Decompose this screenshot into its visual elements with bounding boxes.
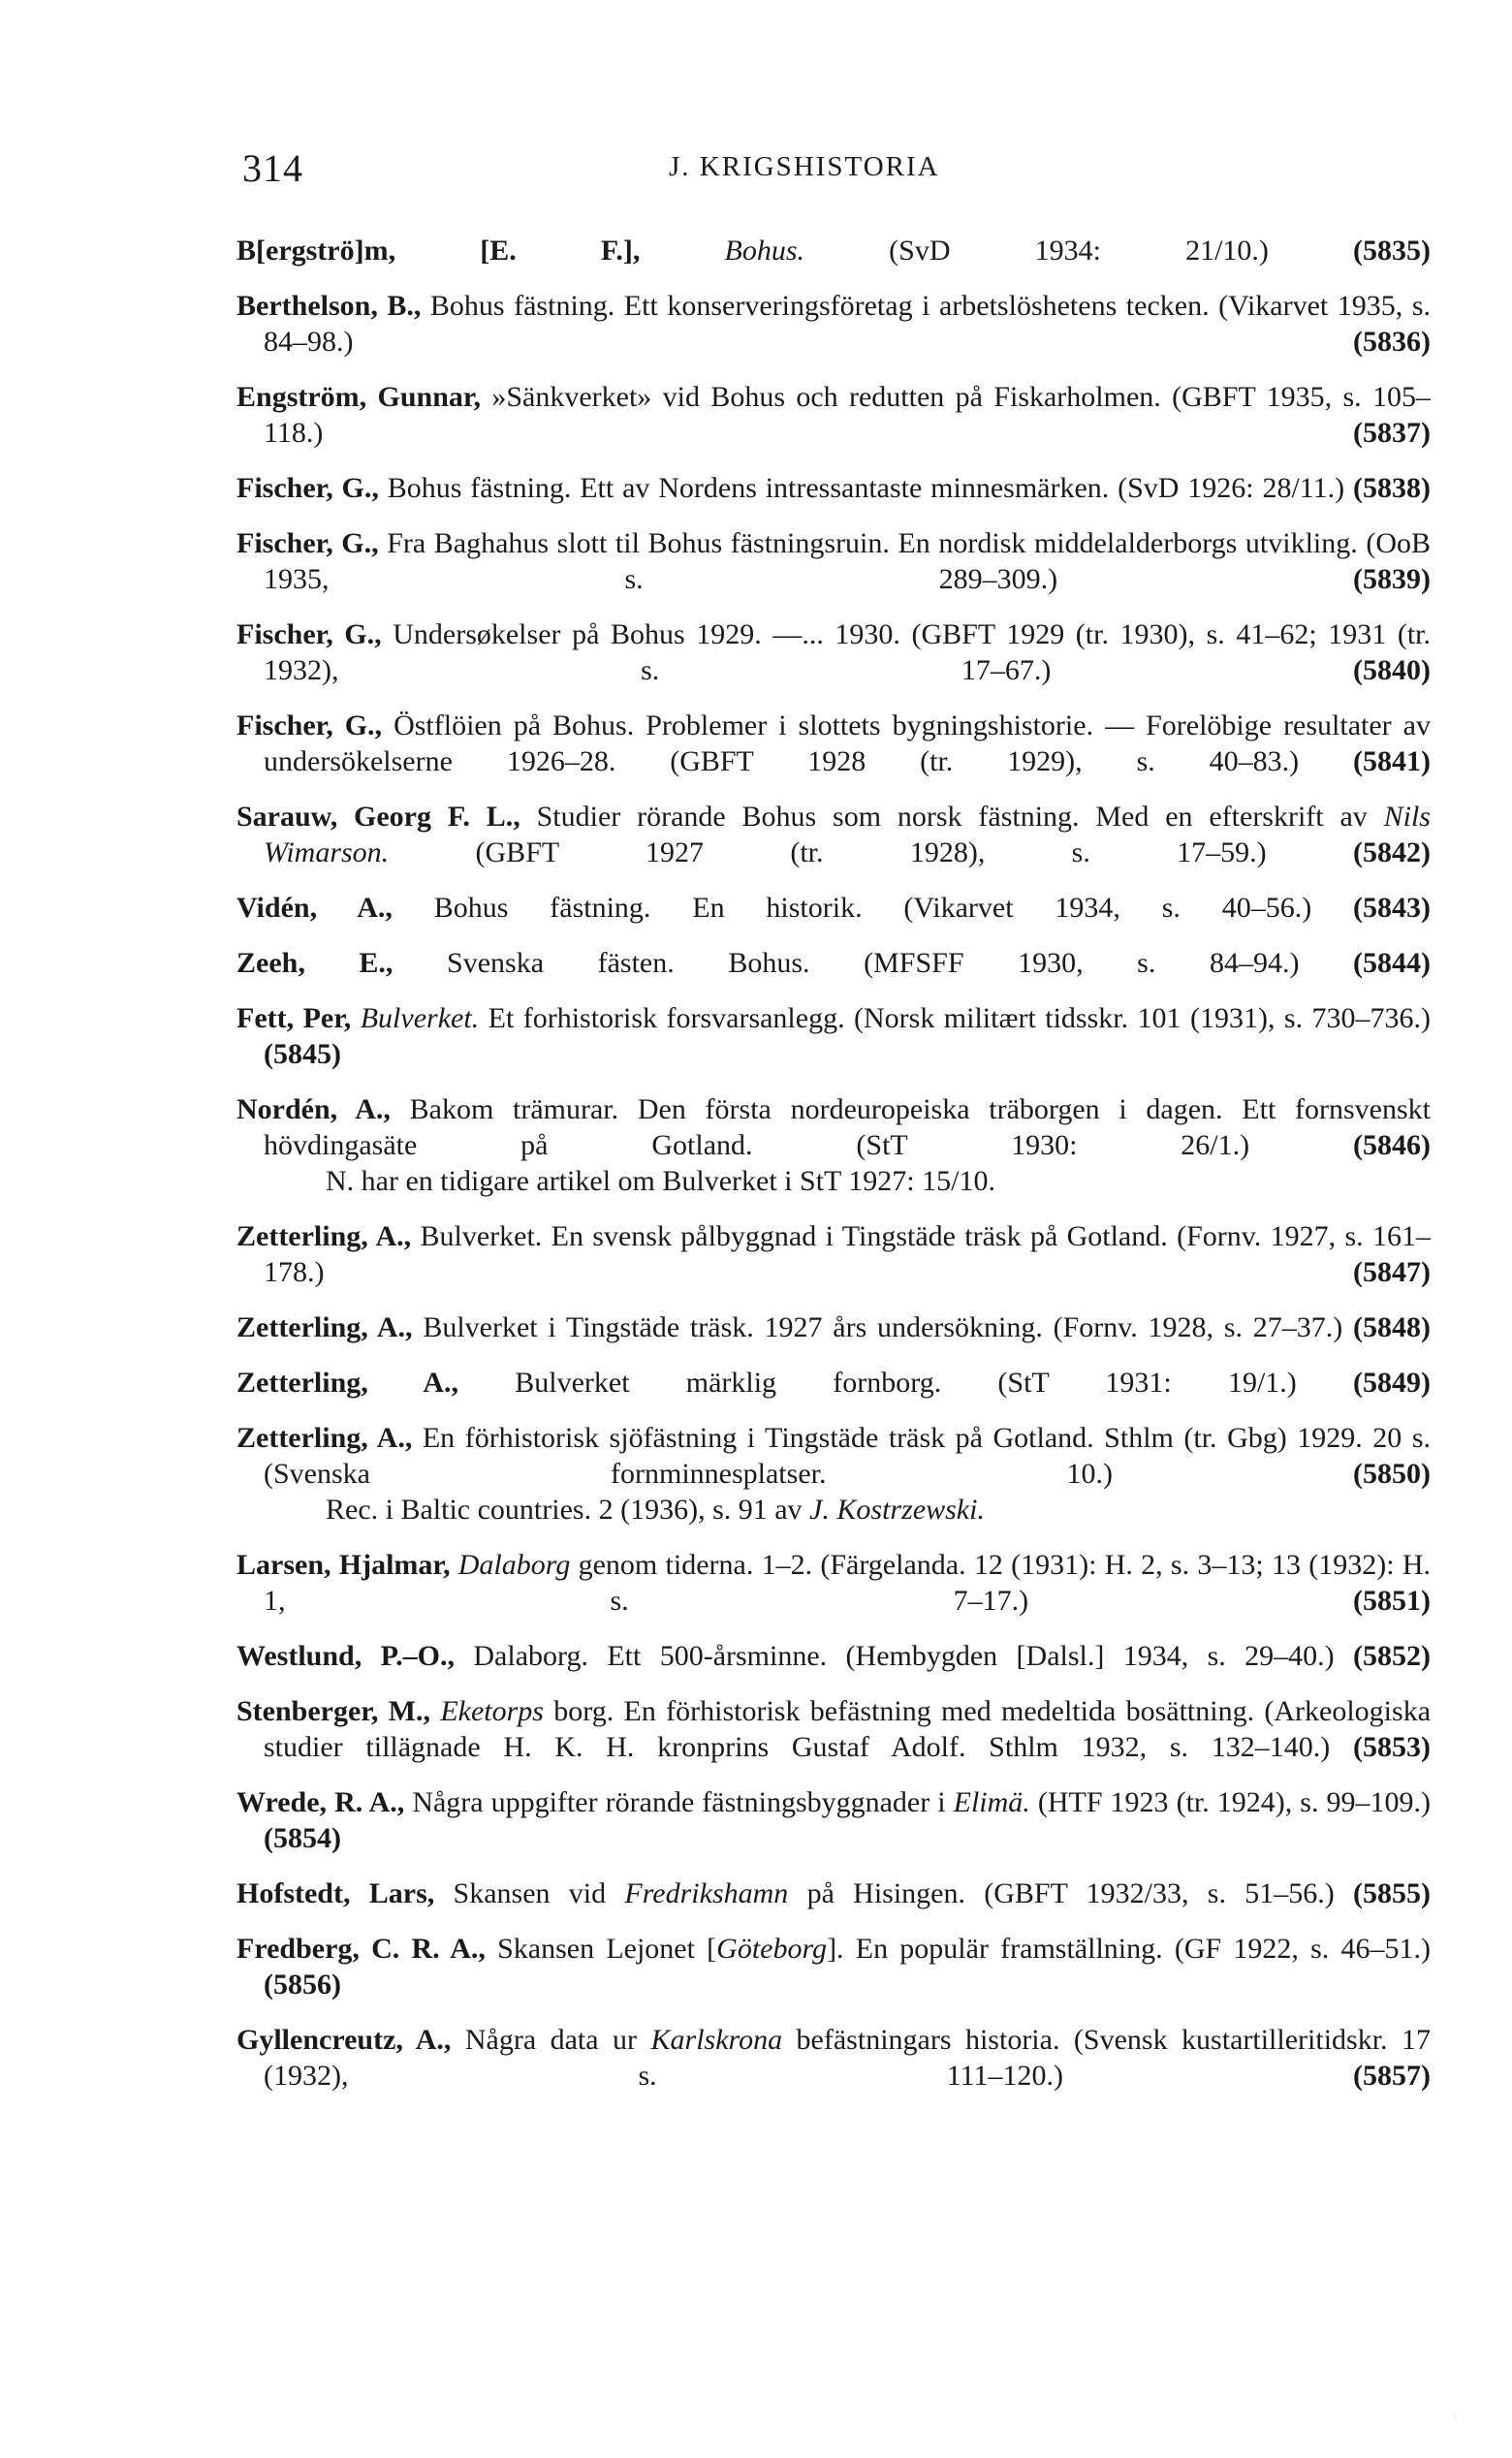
entry-text: En förhistorisk sjöfästning i Tingstäde träsk på Gotland. Sthlm (tr. Gbg) 1929. 20 s. (Svenska fornminnesplatser. 10.) <box>264 1422 1431 1490</box>
entry-author: Fischer, G., <box>236 618 382 650</box>
entry-number: (5855) <box>1353 1877 1431 1909</box>
entry-number: (5836) <box>1353 326 1431 358</box>
entry-author: Stenberger, M., <box>236 1695 430 1727</box>
bibliography-entry <box>236 1000 1431 1072</box>
bibliography-entry <box>236 890 1431 926</box>
entry-text: Studier rörande Bohus som norsk fästning. Med en efterskrift av <box>520 801 1384 833</box>
bibliography-entry <box>236 1875 1431 1911</box>
entry-text <box>430 1695 440 1727</box>
entry-number: (5847) <box>1353 1256 1431 1288</box>
entry-text-cont: (GBFT 1927 (tr. 1928), s. 17–59.) <box>389 836 1267 868</box>
bibliography-entry <box>236 1693 1431 1765</box>
entry-author: Fredberg, C. R. A., <box>236 1933 486 1965</box>
entry-author: Fischer, G., <box>236 527 379 559</box>
bibliography-entry <box>236 708 1431 779</box>
page-header <box>242 145 1425 204</box>
entry-text: »Sänkverket» vid Bohus och redutten på Fiskarholmen. (GBFT 1935, s. 105–118.) <box>264 381 1431 449</box>
entry-text-cont: (SvD 1934: 21/10.) <box>804 235 1269 267</box>
entry-number: (5854) <box>264 1822 341 1854</box>
entry-number: (5849) <box>1353 1367 1431 1399</box>
entry-text: Några data ur <box>451 2024 651 2056</box>
entry-text: Undersøkelser på Bohus 1929. —... 1930. (GBFT 1929 (tr. 1930), s. 41–62; 1931 (tr. 1932), s. 17–67.) <box>264 618 1432 686</box>
entry-author: Westlund, P.–O., <box>236 1640 455 1672</box>
entry-text: Bohus fästning. En historik. (Vikarvet 1934, s. 40–56.) <box>392 892 1312 924</box>
bibliography-entry <box>236 1091 1431 1199</box>
entry-text-cont: befästningars historia. (Svensk kustartilleritidskr. 17 (1932), s. 111–120.) <box>264 2024 1432 2092</box>
entry-number: (5851) <box>1353 1585 1431 1617</box>
bibliography-entry <box>236 1218 1431 1290</box>
entry-text <box>351 1002 360 1034</box>
entry-number: (5840) <box>1353 654 1432 686</box>
entry-number: (5841) <box>1353 745 1432 777</box>
bibliography-entry <box>236 379 1431 451</box>
entry-note <box>264 1163 1431 1199</box>
entry-italic-title: Bulverket. <box>360 1002 480 1034</box>
entry-italic-title: Bohus. <box>724 235 805 267</box>
entry-number: (5852) <box>1353 1640 1432 1672</box>
entry-text: Bakom trämurar. Den första nordeuropeiska träborgen i dagen. Ett fornsvenskt hövdingasäte på Gotland. (StT 1930: 26/1.) <box>264 1093 1431 1161</box>
entry-text-cont: ]. En populär framställning. (GF 1922, s. 46–51.) <box>827 1933 1431 1965</box>
entry-text: Bulverket märklig fornborg. (StT 1931: 19/1.) <box>458 1367 1297 1399</box>
bibliography-entry <box>236 799 1431 870</box>
entry-text-cont: borg. En förhistorisk befästning med medeltida bosättning. (Arkeologiska studier tillägnade H. K. H. kronprins Gustaf Adolf. Sthlm 1932, s. 132–140.) <box>264 1695 1432 1763</box>
entry-author: Berthelson, B., <box>236 290 422 322</box>
entry-note-text: N. har en tidigare artikel om Bulverket i StT 1927: 15/10. <box>326 1165 995 1197</box>
entry-author: Nordén, A., <box>236 1093 391 1125</box>
entry-text: Östflöien på Bohus. Problemer i slottets bygningshistorie. — Forelöbige resultater av undersökelserne 1926–28. (GBFT 1928 (tr. 1929), s. 40–83.) <box>264 709 1431 777</box>
bibliography-list <box>236 233 1431 2113</box>
entry-number: (5845) <box>264 1038 341 1070</box>
bibliography-entry <box>236 288 1431 360</box>
entry-number: (5842) <box>1353 836 1431 868</box>
entry-italic-title: Fredrikshamn <box>624 1877 789 1909</box>
entry-italic-title: Elimä. <box>953 1786 1030 1818</box>
entry-author: Zetterling, A., <box>236 1220 412 1252</box>
bibliography-entry <box>236 616 1431 688</box>
bibliography-entry <box>236 1784 1431 1856</box>
entry-author: Fischer, G., <box>236 472 379 504</box>
entry-text: Skansen vid <box>434 1877 625 1909</box>
entry-text: Fra Baghahus slott til Bohus fästningsruin. En nordisk middelalderborgs utvikling. (OoB 1935, s. 289–309.) <box>264 527 1431 595</box>
entry-number: (5844) <box>1353 947 1432 979</box>
entry-author: Zeeh, E., <box>236 947 394 979</box>
bibliography-entry <box>236 525 1431 597</box>
entry-italic-title: Karlskrona <box>650 2024 783 2056</box>
entry-italic-title: Nils Wimarson. <box>264 801 1431 868</box>
bibliography-entry <box>236 1365 1431 1401</box>
bibliography-entry <box>236 470 1431 506</box>
entry-note <box>264 1492 1431 1528</box>
entry-author: Wrede, R. A., <box>236 1786 405 1818</box>
entry-number: (5838) <box>1353 472 1432 504</box>
entry-number: (5857) <box>1353 2060 1431 2092</box>
entry-author: Fett, Per, <box>236 1002 352 1034</box>
entry-author: Zetterling, A., <box>236 1422 413 1454</box>
entry-number: (5843) <box>1353 892 1431 924</box>
entry-number: (5835) <box>1353 235 1432 267</box>
entry-author: Vidén, A., <box>236 892 393 924</box>
entry-text: Svenska fästen. Bohus. (MFSFF 1930, s. 84–94.) <box>393 947 1300 979</box>
entry-text: Dalaborg. Ett 500-årsminne. (Hembygden [Dalsl.] 1934, s. 29–40.) <box>455 1640 1335 1672</box>
entry-number: (5848) <box>1353 1311 1431 1343</box>
entry-author: Larsen, Hjalmar, <box>236 1549 451 1581</box>
bibliography-entry <box>236 1309 1431 1345</box>
bibliography-entry <box>236 1420 1431 1528</box>
bibliography-entry <box>236 1638 1431 1674</box>
entry-italic-title: Eketorps <box>440 1695 544 1727</box>
entry-text: Bulverket. En svensk pålbyggnad i Tingstäde träsk på Gotland. (Fornv. 1927, s. 161–178.) <box>264 1220 1431 1288</box>
entry-italic-title: Göteborg <box>716 1933 828 1965</box>
entry-text: Bohus fästning. Ett av Nordens intressantaste minnesmärken. (SvD 1926: 28/11.) <box>378 472 1345 504</box>
entry-text-cont: genom tiderna. 1–2. (Färgelanda. 12 (1931): H. 2, s. 3–13; 13 (1932): H. 1, s. 7–17.) <box>264 1549 1431 1617</box>
entry-text: Några uppgifter rörande fästningsbyggnader i <box>404 1786 954 1818</box>
entry-text <box>450 1549 457 1581</box>
bibliography-entry <box>236 2022 1431 2094</box>
entry-author: Hofstedt, Lars, <box>236 1877 435 1909</box>
entry-text-cont: på Hisingen. (GBFT 1932/33, s. 51–56.) <box>788 1877 1335 1909</box>
entry-author: Sarauw, Georg F. L., <box>236 801 520 833</box>
entry-author: Engström, Gunnar, <box>236 381 481 413</box>
entry-text-cont: (HTF 1923 (tr. 1924), s. 99–109.) <box>1029 1786 1431 1818</box>
entry-italic-title: Dalaborg <box>457 1549 571 1581</box>
entry-author: B[ergströ]m, [E. F.], <box>236 235 641 267</box>
entry-text: Skansen Lejonet [ <box>485 1933 717 1965</box>
entry-number: (5846) <box>1353 1129 1431 1161</box>
entry-text: Bulverket i Tingstäde träsk. 1927 års undersökning. (Fornv. 1928, s. 27–37.) <box>412 1311 1343 1343</box>
entry-number: (5850) <box>1353 1458 1431 1490</box>
entry-note-italic: J. Kostrzewski. <box>809 1494 985 1526</box>
entry-note-text: Rec. i Baltic countries. 2 (1936), s. 91 av <box>326 1494 810 1526</box>
bibliography-entry <box>236 945 1431 981</box>
entry-author: Zetterling, A., <box>236 1311 413 1343</box>
entry-number: (5853) <box>1353 1731 1432 1763</box>
scan-speck: · <box>1454 2413 1458 2424</box>
running-head: J. KRIGSHISTORIA <box>669 151 940 182</box>
entry-text <box>640 235 724 267</box>
entry-author: Zetterling, A., <box>236 1367 459 1399</box>
bibliography-entry <box>236 1547 1431 1619</box>
entry-number: (5856) <box>264 1969 341 2001</box>
entry-number: (5839) <box>1353 563 1431 595</box>
bibliography-entry <box>236 233 1431 268</box>
entry-number: (5837) <box>1353 417 1431 449</box>
bibliography-entry <box>236 1931 1431 2002</box>
entry-author: Fischer, G., <box>236 709 383 741</box>
entry-author: Gyllencreutz, A., <box>236 2024 452 2056</box>
entry-text: Bohus fästning. Ett konserveringsföretag i arbetslöshetens tecken. (Vikarvet 1935, s. 84–98.) <box>264 290 1431 358</box>
entry-text-cont: Et forhistorisk forsvarsanlegg. (Norsk militært tidsskr. 101 (1931), s. 730–736.) <box>479 1002 1432 1034</box>
page-number: 314 <box>242 146 303 190</box>
